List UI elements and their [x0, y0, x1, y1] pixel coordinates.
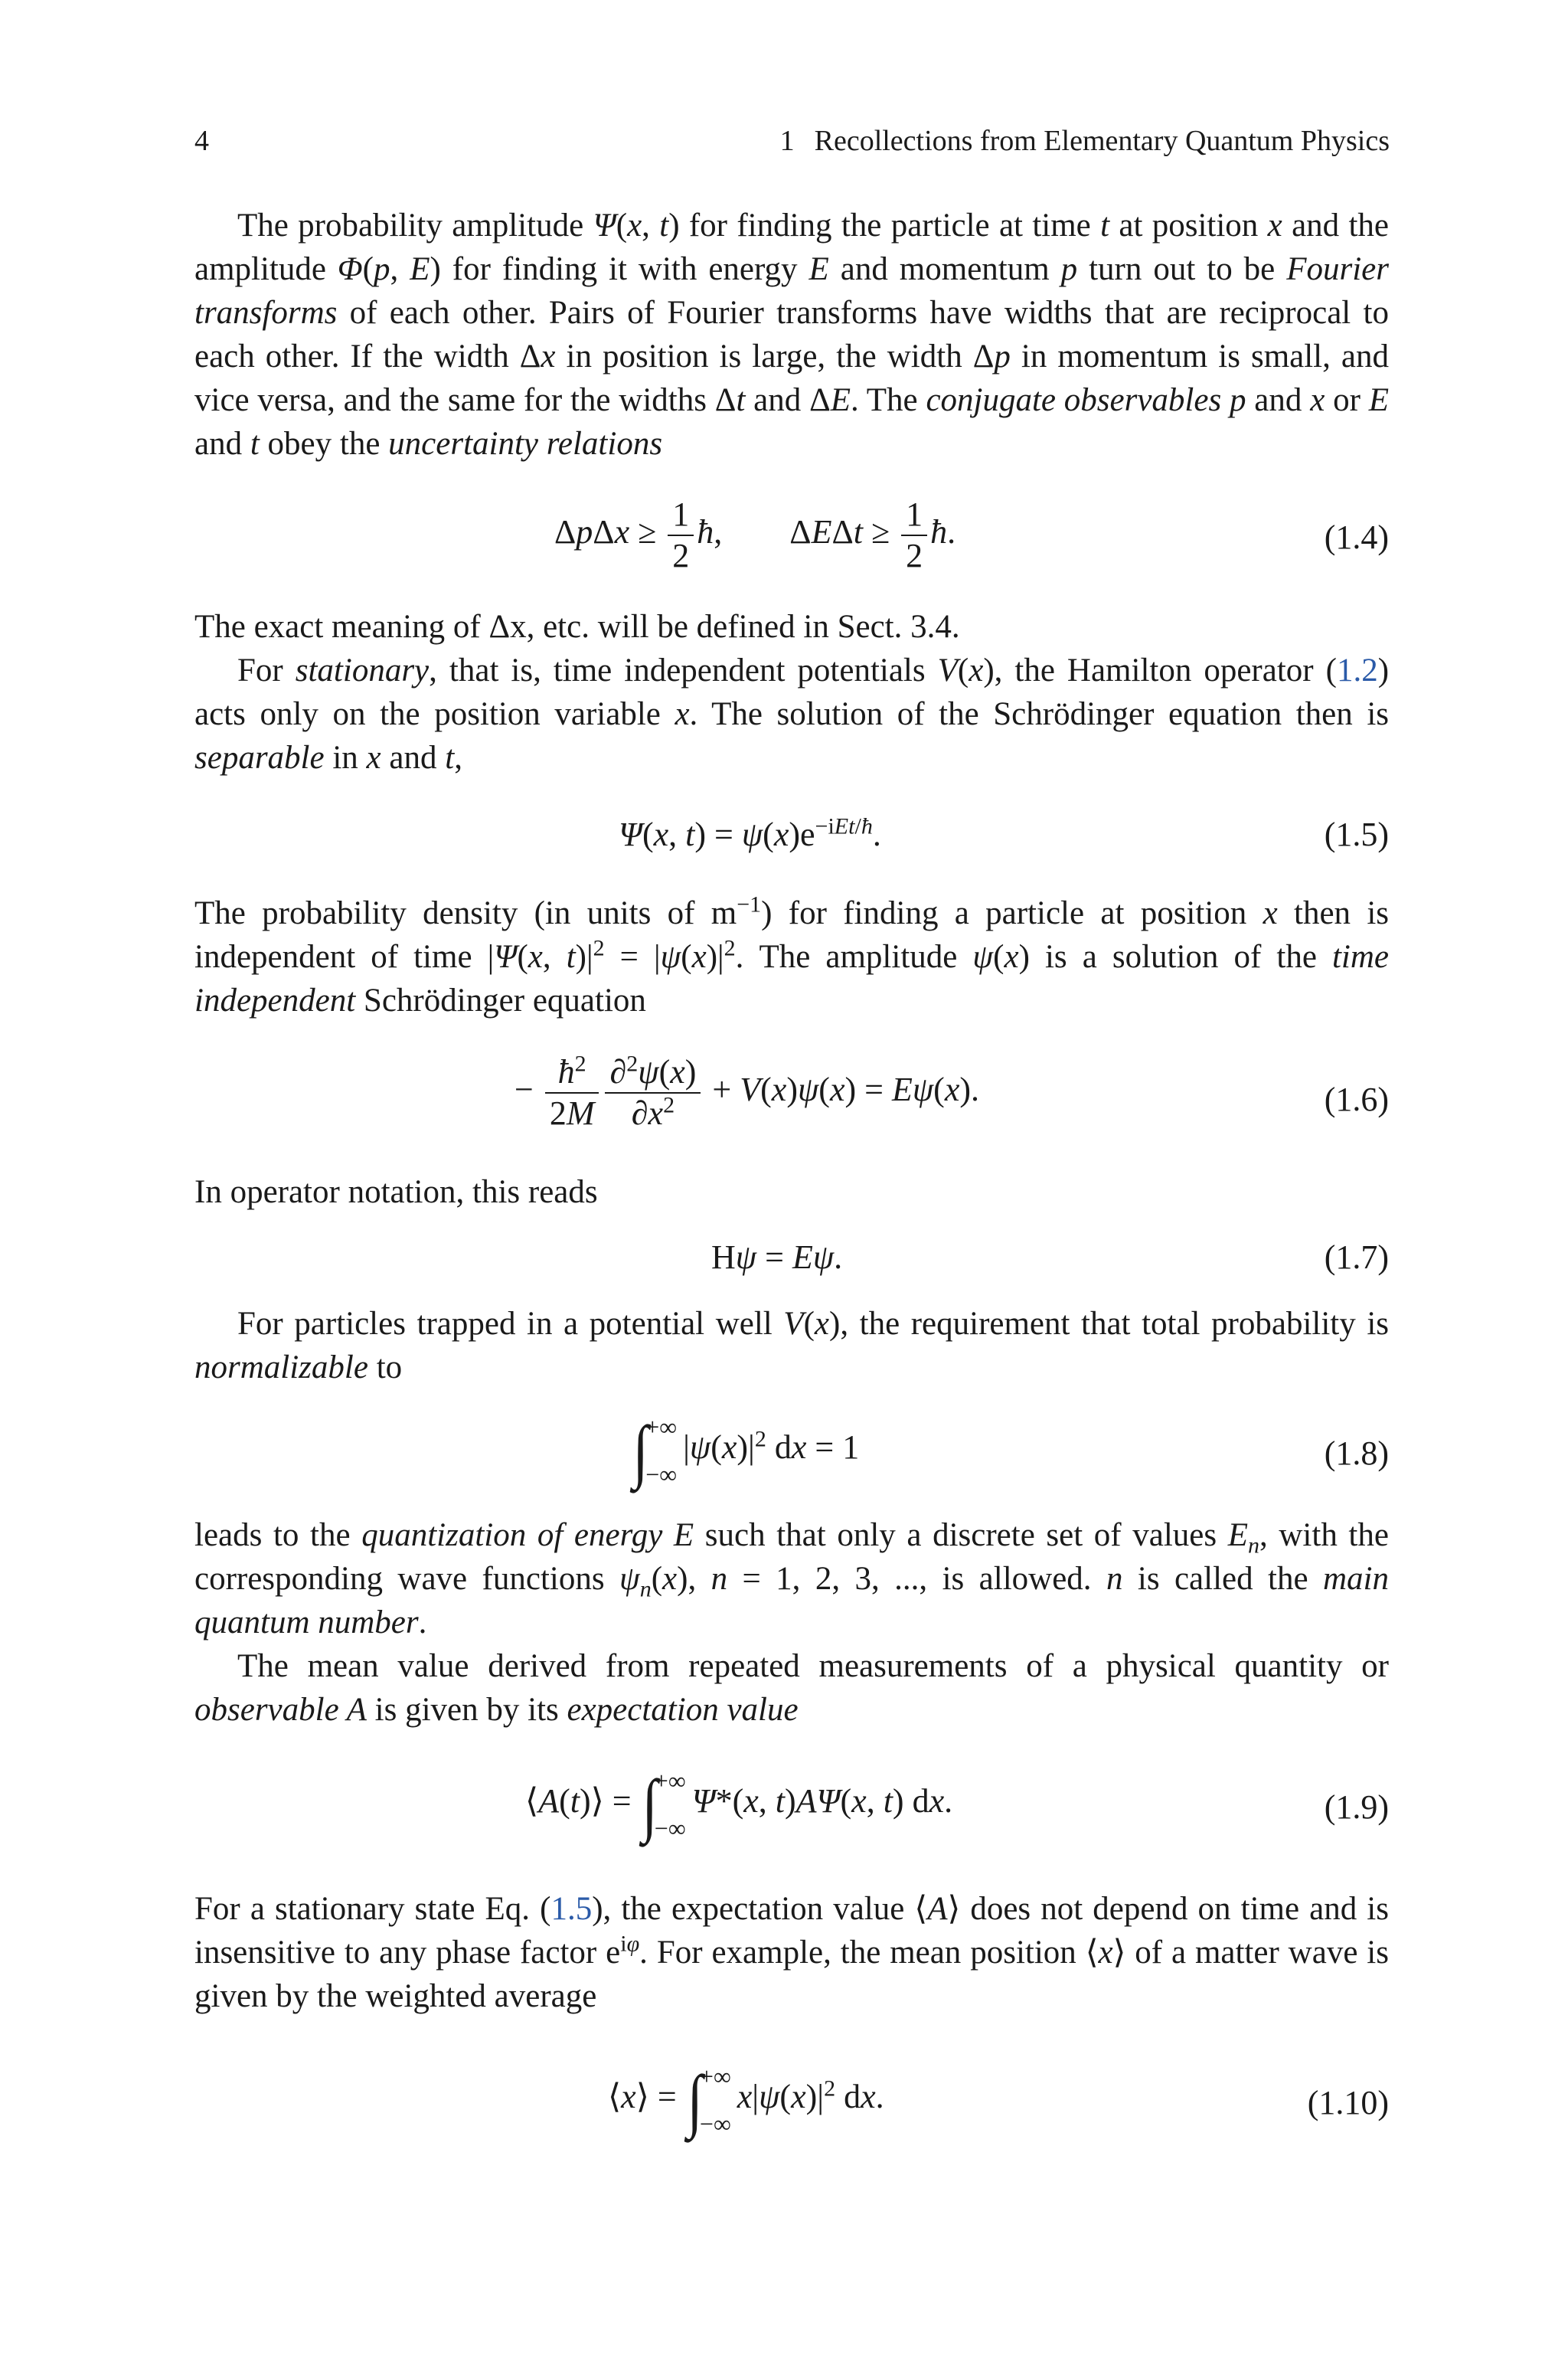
paragraph-stationary-state: For a stationary state Eq. (1.5), the expectation value ⟨A⟩ does not depend on time and is insensitive to any phase factor $e^{i\varphi}$. For example, the mean position ⟨x⟩ of a matter wave is given by the weighted average [194, 1891, 1389, 2014]
page-number: 4 [194, 125, 209, 157]
paragraph-fourier: The probability amplitude Ψ(x, t) for finding the particle at time t at position x and the amplitude Φ(p, E) for finding it with energy E and momentum p turn out to be Fourier transforms of each other. Pairs of Fourier transforms have widths that are reciprocal to each other. If the width Δx in position is large, the width Δp in momentum is small, and vice versa, and the same for the widths Δt and ΔE. The conjugate observables p and x or E and t obey the uncertainty relations [194, 208, 1390, 462]
equation-1-7: Hψ = Eψ. (1.7) [711, 1238, 1389, 1276]
equation-1-6: − $\frac{ħ^2}{2M}$ $\frac{\partial^2\psi(x)}{\partial x^2}$ + V(x)ψ(x) = Eψ(x). (1.6) [514, 1051, 1389, 1132]
paragraph-quantization: leads to the quantization of energy E such that only a discrete set of values $E_n$, with the corresponding wave functions $\psi_n(x)$, n = 1, 2, 3, ..., is allowed. n is called the main quantum number. The mean value derived from repeated measurements of a physical quantity or observable A is given by its expectation value [194, 1517, 1389, 1728]
paragraph-stationary: The exact meaning of Δx, etc. will be defined in Sect. 3.4. For stationary, that is, time independent potentials V(x), the Hamilton operator (1.2) acts only on the position variable x. The solution of the Schrödinger equation then is separable in x and t, [194, 605, 1389, 780]
equation-1-8: ∫ +∞ −∞ $|\psi(x)|^2$ dx = 1 (1.8) [632, 1411, 1389, 1490]
equation-1-10: ⟨x⟩ = ∫ +∞ −∞ $x|\psi(x)|^2$ dx. (1.10) [608, 2061, 1389, 2139]
equation-1-9: ⟨A(t)⟩ = ∫ +∞ −∞ Ψ*(x, t)AΨ(x, t) dx. (1.9) [525, 1765, 1389, 1843]
equation-number: (1.4) [1324, 518, 1389, 556]
equation-number: (1.5) [1324, 816, 1389, 853]
paragraph-normalizable: For particles trapped in a potential well V(x), the requirement that total probability is normalizable to [194, 1306, 1389, 1385]
running-header [780, 123, 1390, 159]
equation-1-4: ΔpΔx ≥ $\frac{1}{2}$ ħ, ΔEΔt ≥ $\frac{1}{2}$ ħ. (1.4) [554, 496, 1389, 574]
equation-1-5: Ψ(x, $t) = \psi(x)e^{-iEt/ħ}$. (1.5) [619, 813, 1389, 853]
equation-link[interactable]: 1.5 [550, 1891, 593, 1927]
equation-number: (1.9) [1324, 1788, 1389, 1826]
operator-intro: In operator notation, this reads [194, 1174, 598, 1210]
chapter-title: Recollections from Elementary Quantum Physics [814, 125, 1390, 157]
equation-number: (1.10) [1307, 2084, 1389, 2121]
chapter-number: 1 [779, 125, 795, 157]
equation-link[interactable]: 1.2 [1336, 653, 1378, 689]
equation-number: (1.8) [1324, 1434, 1389, 1472]
paragraph-density: The probability density (in units of $m^{-1}$) for finding a particle at position x then is independent of time |Ψ(x, $t)|^2 = |\psi(x)|^2$. The amplitude ψ(x) is a solution of the time independent Schrödinger equation [194, 891, 1390, 1019]
section-reference: The exact meaning of Δx, etc. will be defined in Sect. 3.4. [194, 609, 960, 645]
equation-number: (1.7) [1324, 1238, 1389, 1276]
equation-number: (1.6) [1324, 1081, 1389, 1118]
paragraph-operator [194, 1170, 1389, 1214]
